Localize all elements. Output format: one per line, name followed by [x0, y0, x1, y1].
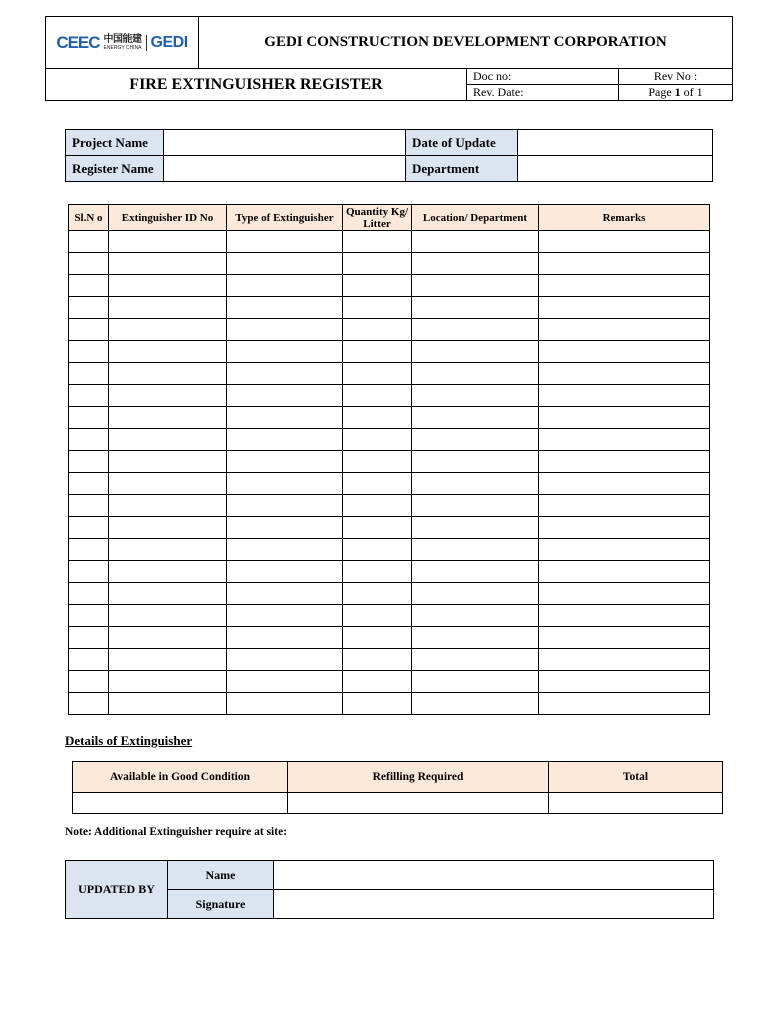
table-cell[interactable]	[343, 649, 412, 671]
table-cell[interactable]	[227, 539, 343, 561]
table-cell[interactable]	[412, 341, 539, 363]
project-name-label: Project Name	[66, 130, 164, 156]
table-cell[interactable]	[109, 253, 227, 275]
table-cell[interactable]	[539, 693, 710, 715]
table-cell[interactable]	[412, 275, 539, 297]
table-cell[interactable]	[109, 517, 227, 539]
table-cell[interactable]	[343, 363, 412, 385]
table-cell[interactable]	[539, 627, 710, 649]
table-cell[interactable]	[343, 319, 412, 341]
table-row	[69, 429, 710, 451]
name-field[interactable]	[274, 861, 714, 890]
table-cell[interactable]	[539, 671, 710, 693]
table-row	[69, 627, 710, 649]
table-cell[interactable]	[109, 341, 227, 363]
table-cell[interactable]	[69, 495, 109, 517]
table-row	[69, 693, 710, 715]
table-cell[interactable]	[109, 473, 227, 495]
table-cell[interactable]	[227, 429, 343, 451]
logo-chinese-text: 中国能建	[103, 33, 142, 45]
table-cell[interactable]	[539, 231, 710, 253]
table-cell[interactable]	[227, 341, 343, 363]
table-cell[interactable]	[109, 693, 227, 715]
signature-field[interactable]	[274, 890, 714, 919]
table-cell[interactable]	[412, 363, 539, 385]
table-cell[interactable]	[412, 297, 539, 319]
table-cell[interactable]	[69, 319, 109, 341]
table-cell[interactable]	[227, 693, 343, 715]
table-cell[interactable]	[109, 231, 227, 253]
table-cell[interactable]	[69, 341, 109, 363]
table-cell[interactable]	[227, 649, 343, 671]
table-row	[69, 385, 710, 407]
table-cell[interactable]	[343, 583, 412, 605]
total-field[interactable]	[549, 793, 723, 814]
table-cell[interactable]	[412, 385, 539, 407]
updated-by-label: UPDATED BY	[66, 861, 168, 919]
col-location: Location/ Department	[412, 205, 539, 231]
table-cell[interactable]	[343, 429, 412, 451]
table-cell[interactable]	[343, 253, 412, 275]
table-cell[interactable]	[69, 517, 109, 539]
table-cell[interactable]	[343, 561, 412, 583]
table-cell[interactable]	[539, 297, 710, 319]
table-cell[interactable]	[227, 451, 343, 473]
table-cell[interactable]	[109, 539, 227, 561]
table-cell[interactable]	[343, 385, 412, 407]
table-cell[interactable]	[539, 319, 710, 341]
table-row	[69, 517, 710, 539]
table-row	[69, 407, 710, 429]
table-cell[interactable]	[69, 385, 109, 407]
table-cell[interactable]	[539, 539, 710, 561]
table-cell[interactable]	[109, 451, 227, 473]
table-row	[69, 341, 710, 363]
table-cell[interactable]	[227, 473, 343, 495]
table-cell[interactable]	[343, 407, 412, 429]
table-cell[interactable]	[69, 231, 109, 253]
table-cell[interactable]	[109, 407, 227, 429]
table-cell[interactable]	[109, 561, 227, 583]
table-cell[interactable]	[109, 385, 227, 407]
logo-cell	[46, 17, 199, 69]
table-row	[69, 605, 710, 627]
table-cell[interactable]	[343, 605, 412, 627]
table-cell[interactable]	[343, 627, 412, 649]
project-name-field[interactable]	[164, 130, 406, 156]
col-refilling-required: Refilling Required	[288, 762, 549, 793]
table-cell[interactable]	[412, 319, 539, 341]
table-cell[interactable]	[539, 473, 710, 495]
table-row	[69, 297, 710, 319]
table-cell[interactable]	[227, 275, 343, 297]
table-cell[interactable]	[69, 451, 109, 473]
table-row	[69, 473, 710, 495]
table-cell[interactable]	[343, 297, 412, 319]
table-cell[interactable]	[343, 693, 412, 715]
table-cell[interactable]	[109, 429, 227, 451]
company-logo	[56, 33, 187, 53]
table-cell[interactable]	[412, 671, 539, 693]
table-cell[interactable]	[69, 297, 109, 319]
table-row	[69, 495, 710, 517]
table-cell[interactable]	[227, 561, 343, 583]
table-cell[interactable]	[539, 451, 710, 473]
table-cell[interactable]	[109, 627, 227, 649]
form-title: FIRE EXTINGUISHER REGISTER	[46, 69, 467, 101]
ceec-logo-mark: CEEC	[56, 32, 100, 52]
table-cell[interactable]	[412, 231, 539, 253]
register-name-field[interactable]	[164, 156, 406, 182]
table-cell[interactable]	[69, 539, 109, 561]
project-info-table	[65, 129, 713, 182]
col-total: Total	[549, 762, 723, 793]
table-cell[interactable]	[109, 319, 227, 341]
details-title: Details of Extinguisher	[65, 733, 193, 748]
register-body	[69, 231, 710, 715]
table-row	[69, 649, 710, 671]
col-sl-no: Sl.N o	[69, 205, 109, 231]
details-table	[72, 761, 723, 814]
table-cell[interactable]	[227, 495, 343, 517]
doc-no-label: Doc no:	[467, 69, 619, 85]
table-cell[interactable]	[539, 561, 710, 583]
table-cell[interactable]	[539, 495, 710, 517]
table-cell[interactable]	[69, 583, 109, 605]
table-cell[interactable]	[343, 231, 412, 253]
table-cell[interactable]	[227, 319, 343, 341]
table-row	[69, 561, 710, 583]
table-cell[interactable]	[227, 297, 343, 319]
table-cell[interactable]	[412, 451, 539, 473]
page-current: 1	[674, 85, 681, 99]
table-row	[69, 363, 710, 385]
table-cell[interactable]	[227, 583, 343, 605]
table-cell[interactable]	[539, 429, 710, 451]
table-cell[interactable]	[69, 473, 109, 495]
table-cell[interactable]	[412, 693, 539, 715]
table-cell[interactable]	[69, 407, 109, 429]
department-field[interactable]	[518, 156, 713, 182]
refilling-required-field[interactable]	[288, 793, 549, 814]
table-cell[interactable]	[69, 561, 109, 583]
table-cell[interactable]	[539, 275, 710, 297]
table-cell[interactable]	[109, 363, 227, 385]
table-row	[69, 231, 710, 253]
table-cell[interactable]	[412, 649, 539, 671]
date-of-update-label: Date of Update	[406, 130, 518, 156]
table-cell[interactable]	[69, 649, 109, 671]
table-row	[69, 583, 710, 605]
table-cell[interactable]	[69, 363, 109, 385]
table-cell[interactable]	[412, 539, 539, 561]
good-condition-field[interactable]	[73, 793, 288, 814]
table-cell[interactable]	[539, 385, 710, 407]
table-cell[interactable]	[412, 495, 539, 517]
table-cell[interactable]	[227, 671, 343, 693]
register-name-label: Register Name	[66, 156, 164, 182]
table-cell[interactable]	[539, 583, 710, 605]
col-extinguisher-id: Extinguisher ID No	[109, 205, 227, 231]
table-cell[interactable]	[412, 407, 539, 429]
page-number: Page 1 of 1	[619, 85, 733, 101]
table-cell[interactable]	[227, 253, 343, 275]
table-cell[interactable]	[343, 539, 412, 561]
table-row	[69, 451, 710, 473]
table-cell[interactable]	[69, 605, 109, 627]
table-cell[interactable]	[343, 671, 412, 693]
table-cell[interactable]	[343, 275, 412, 297]
table-cell[interactable]	[343, 495, 412, 517]
col-type: Type of Extinguisher	[227, 205, 343, 231]
table-cell[interactable]	[69, 671, 109, 693]
table-cell[interactable]	[343, 517, 412, 539]
note-text: Note: Additional Extinguisher require at site:	[65, 826, 288, 838]
department-label: Department	[406, 156, 518, 182]
table-cell[interactable]	[227, 385, 343, 407]
table-row	[69, 539, 710, 561]
rev-date-label: Rev. Date:	[467, 85, 619, 101]
table-cell[interactable]	[227, 605, 343, 627]
table-row	[69, 319, 710, 341]
table-cell[interactable]	[539, 649, 710, 671]
col-good-condition: Available in Good Condition	[73, 762, 288, 793]
updated-by-table	[65, 860, 714, 919]
table-row	[69, 275, 710, 297]
table-cell[interactable]	[109, 649, 227, 671]
table-cell[interactable]	[343, 473, 412, 495]
table-cell[interactable]	[109, 495, 227, 517]
table-cell[interactable]	[539, 517, 710, 539]
table-cell[interactable]	[412, 583, 539, 605]
table-cell[interactable]	[539, 341, 710, 363]
extinguisher-register-table	[68, 204, 710, 715]
table-cell[interactable]	[227, 517, 343, 539]
table-row	[69, 253, 710, 275]
table-cell[interactable]	[109, 671, 227, 693]
table-cell[interactable]	[412, 605, 539, 627]
table-cell[interactable]	[69, 253, 109, 275]
table-cell[interactable]	[69, 429, 109, 451]
company-name: GEDI CONSTRUCTION DEVELOPMENT CORPORATION	[199, 17, 733, 69]
table-cell[interactable]	[412, 429, 539, 451]
table-cell[interactable]	[227, 231, 343, 253]
table-cell[interactable]	[69, 693, 109, 715]
table-cell[interactable]	[412, 253, 539, 275]
logo-english-text: ENERGY CHINA	[103, 44, 142, 51]
table-cell[interactable]	[69, 275, 109, 297]
table-row	[69, 671, 710, 693]
rev-no-label: Rev No :	[619, 69, 733, 85]
table-cell[interactable]	[412, 561, 539, 583]
table-cell[interactable]	[412, 473, 539, 495]
table-cell[interactable]	[343, 341, 412, 363]
col-remarks: Remarks	[539, 205, 710, 231]
table-cell[interactable]	[412, 517, 539, 539]
document-header	[45, 16, 733, 101]
date-of-update-field[interactable]	[518, 130, 713, 156]
table-cell[interactable]	[227, 363, 343, 385]
table-cell[interactable]	[539, 407, 710, 429]
table-cell[interactable]	[227, 627, 343, 649]
col-quantity: Quantity Kg/ Litter	[343, 205, 412, 231]
signature-label: Signature	[168, 890, 274, 919]
table-cell[interactable]	[109, 583, 227, 605]
table-cell[interactable]	[412, 627, 539, 649]
table-cell[interactable]	[539, 363, 710, 385]
logo-divider	[146, 35, 147, 51]
gedi-logo-text: GEDI	[150, 33, 188, 51]
name-label: Name	[168, 861, 274, 890]
table-cell[interactable]	[109, 297, 227, 319]
table-cell[interactable]	[539, 605, 710, 627]
table-cell[interactable]	[109, 275, 227, 297]
table-cell[interactable]	[69, 627, 109, 649]
table-cell[interactable]	[539, 253, 710, 275]
table-cell[interactable]	[343, 451, 412, 473]
table-cell[interactable]	[109, 605, 227, 627]
table-cell[interactable]	[227, 407, 343, 429]
